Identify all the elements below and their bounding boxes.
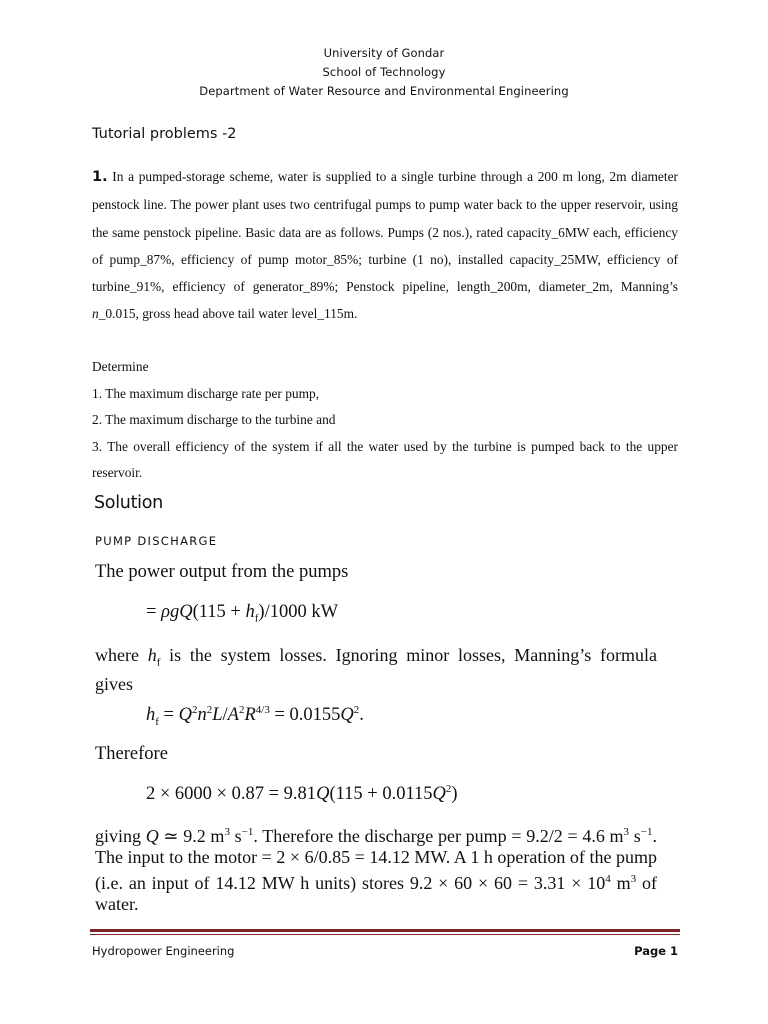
footer-rule-thin [90,934,680,935]
question-list [92,354,678,434]
footer-page-number: Page 1 [634,944,678,958]
system-losses-paragraph: where $h_f$ is the system losses. Ignoring minor losses, Manning’s formula gives [95,645,657,694]
footer-rule-thick [90,929,680,932]
problem-text-part-2: _0.015, gross head above tail water level_115m. [98,306,358,322]
equation-pump-balance: $2 \times 6000 \times 0.87 = 9.81Q(115 + 0.0115Q^2)$ [146,783,458,805]
result-paragraph: giving Q ≃ 9.2 $m^3$ $s^{-1}$. Therefore the discharge per pump = 9.2/2 = 4.6 $m^3$ $s^{-1}$. The input to the motor = 2 × 6/0.85 = 14.12 MW. A 1 h operation of the pump (i.e. an input of 14.12 MW h units) stores $9.2 \times 60 \times 60 = 3.31 \times 10^4$ $m^3$ of water. [95,826,657,914]
document-header [0,44,768,101]
problem-number: 1. [92,169,108,185]
question-3: 3. The overall efficiency of the system if all the water used by the turbine is pumped back to the upper reservoir. [92,439,678,480]
manning-n-symbol: n [92,306,99,322]
tutorial-title: Tutorial problems -2 [92,126,237,142]
equation-power-output: = $\rho gQ(115 + h_f)/1000$ kW [146,602,339,625]
therefore-line: Therefore [95,744,168,764]
pump-discharge-subheading: PUMP DISCHARGE [95,534,218,548]
determine-label: Determine [92,359,149,374]
problem-text-part-1: In a pumped-storage scheme, water is supplied to a single turbine through a 200 m long, 2m diameter penstock line. The power plant uses two centrifugal pumps to pump water back to the upper reservoir, using the same penstock pipeline. Basic data are as follows. Pumps (2 nos.), rated capacity_6MW each, efficiency of pump_87%, efficiency of pump motor_85%; turbine (1 no), installed capacity_25MW, efficiency of turbine_91%, efficiency of generator_89%; Penstock pipeline, length_200m, diameter_2m, Manning’s [92,169,678,295]
university-name: University of Gondar [323,46,445,60]
school-name: School of Technology [322,65,446,79]
question-1: 1. The maximum discharge rate per pump, [92,385,320,401]
solution-heading: Solution [94,493,163,513]
problem-statement [92,163,678,328]
footer-course-name: Hydropower Engineering [92,944,235,958]
equation-manning-losses: $h_f = Q^2n^2L/A^2R^{4/3} = 0.0155Q^2$. [146,704,364,728]
power-output-line: The power output from the pumps [95,562,349,582]
department-name: Department of Water Resource and Environmental Engineering [199,84,569,98]
question-2: 2. The maximum discharge to the turbine and [92,412,336,427]
